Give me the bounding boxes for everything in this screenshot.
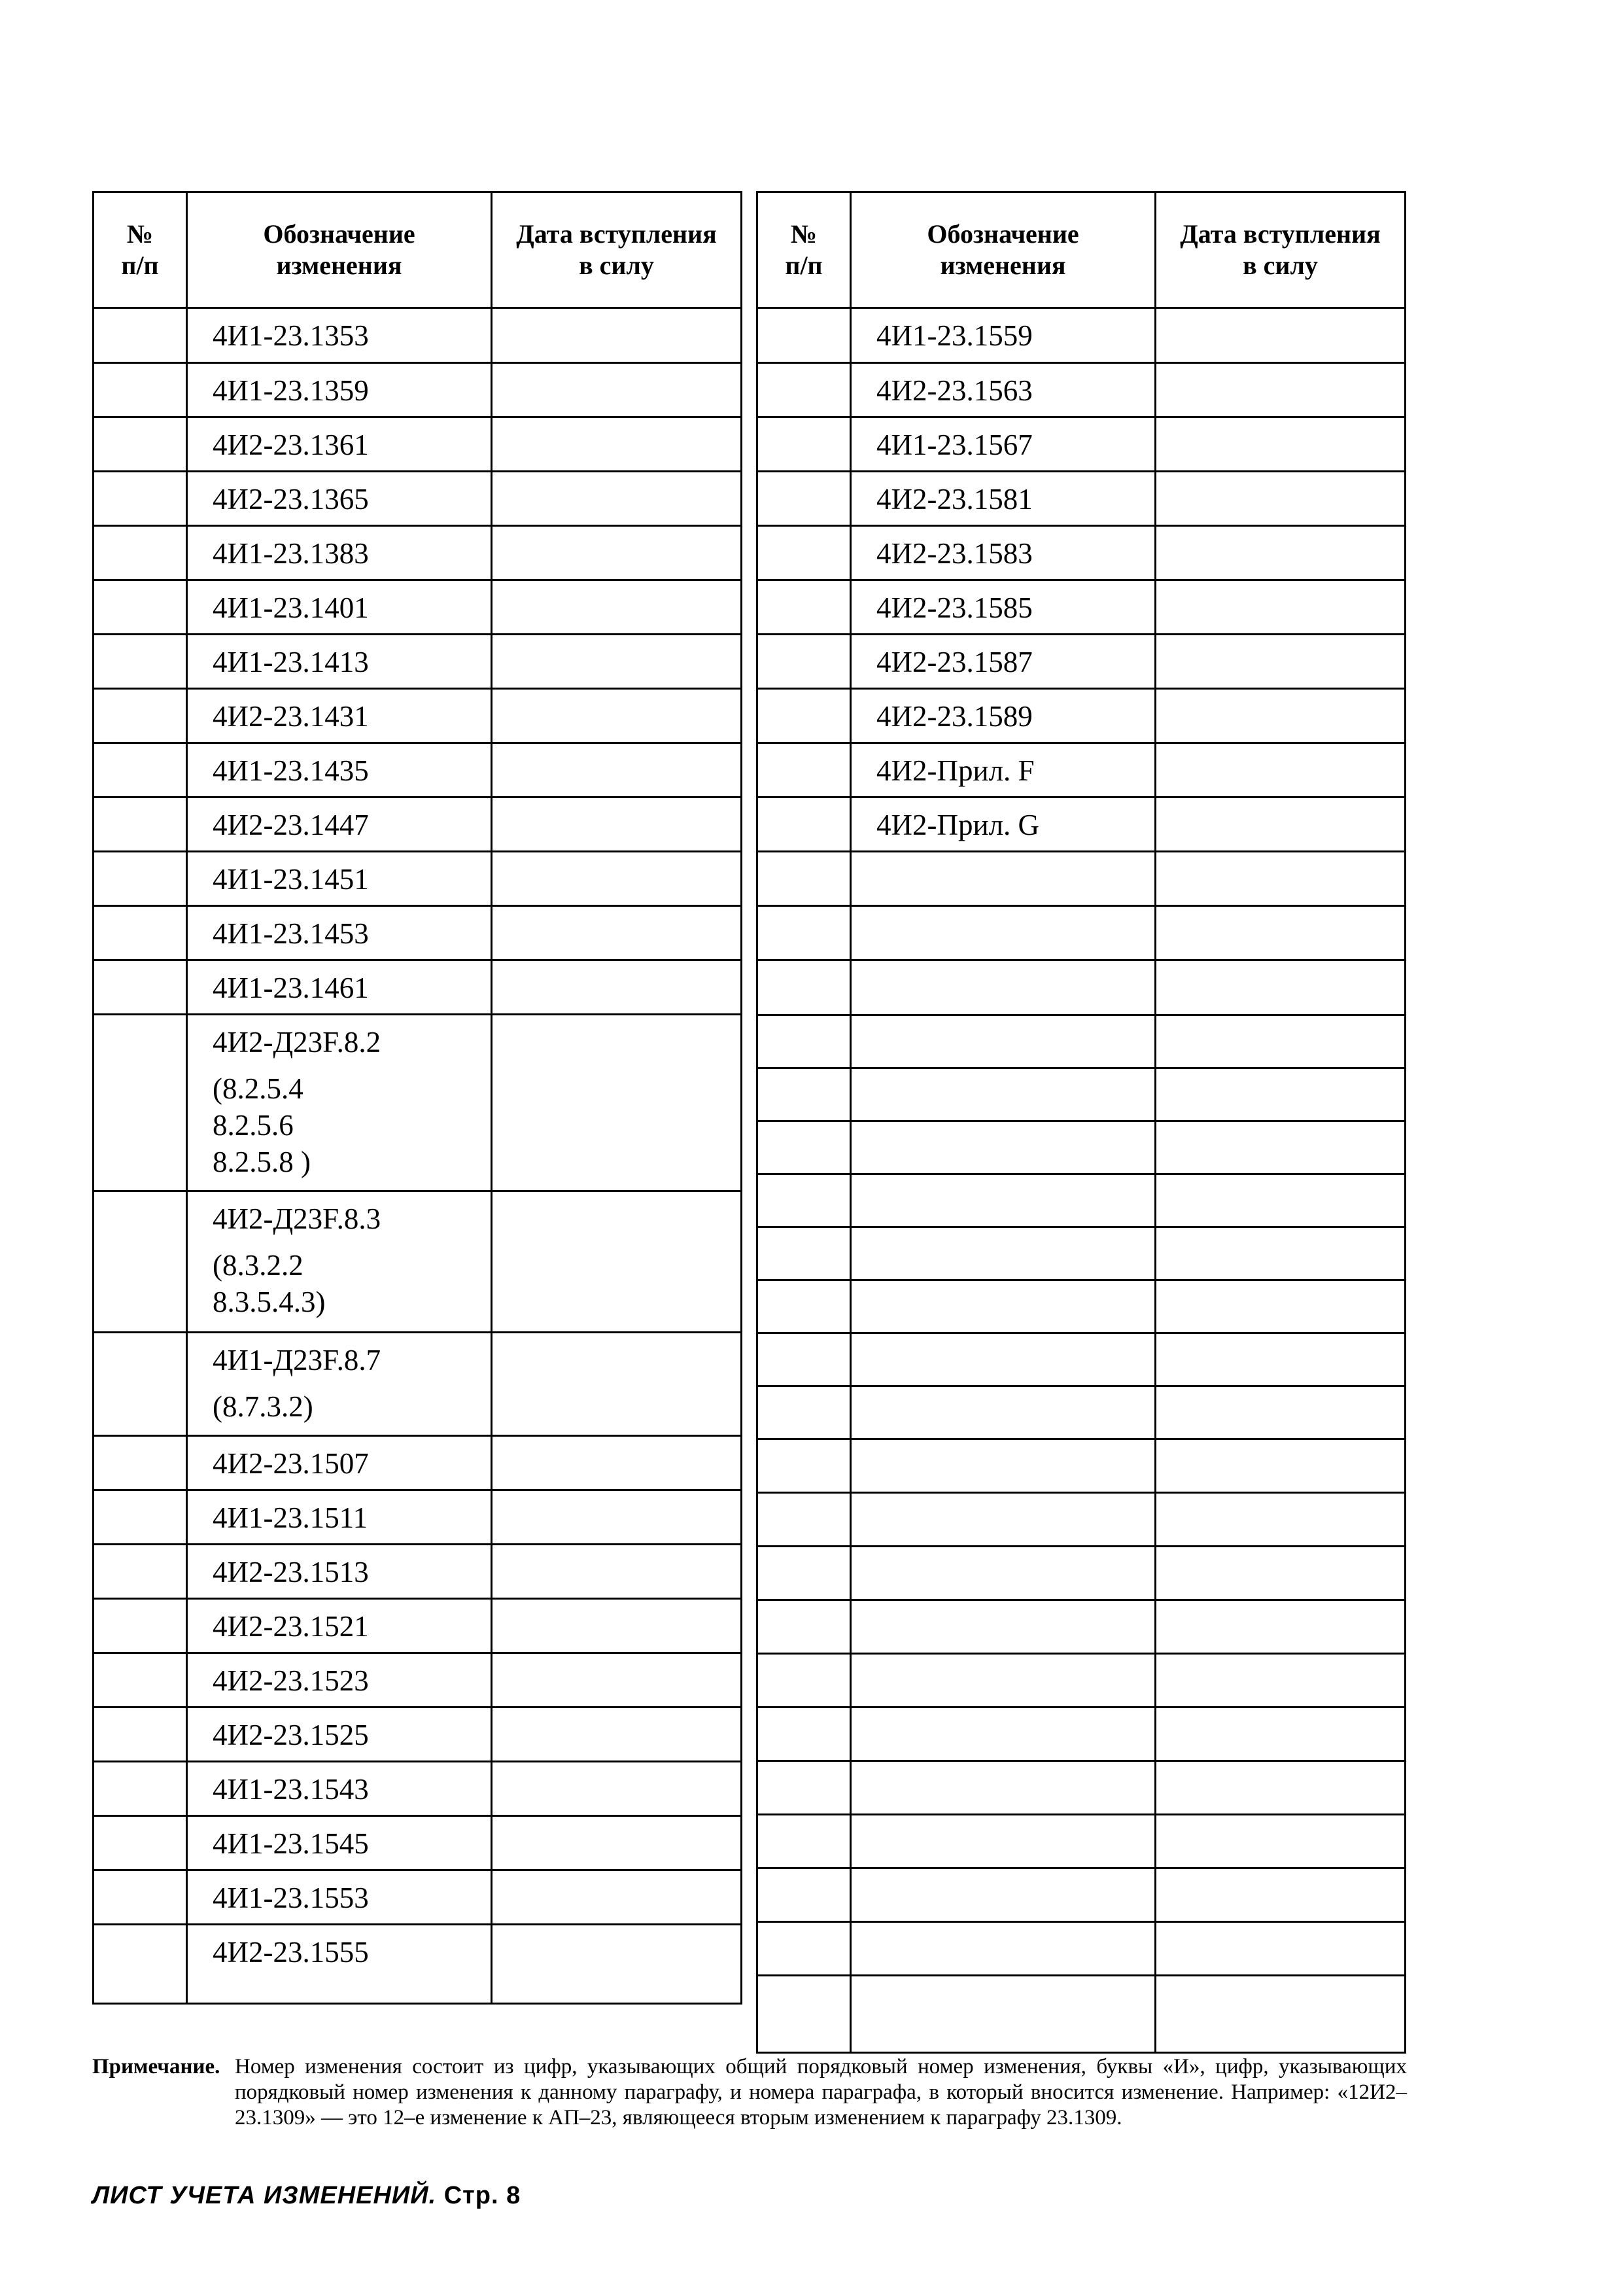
row-number-cell [94, 689, 187, 743]
designation-cell [851, 1547, 1156, 1600]
table-row [94, 417, 742, 472]
effective-date-cell [492, 472, 742, 526]
effective-date-cell [1156, 743, 1406, 797]
designation-cell [187, 580, 492, 635]
designation-cell [187, 635, 492, 689]
designation-cell [187, 1870, 492, 1925]
table-row [94, 852, 742, 906]
designation-text: 4И2-23.1361 [213, 429, 369, 461]
table-row [757, 797, 1406, 852]
table-row [94, 526, 742, 580]
effective-date-cell [1156, 526, 1406, 580]
row-number-cell [757, 852, 851, 906]
table-row [757, 472, 1406, 526]
designation-cell [187, 1015, 492, 1191]
effective-date-cell [492, 1599, 742, 1653]
effective-date-cell [1156, 580, 1406, 635]
effective-date-cell [1156, 689, 1406, 743]
table-row [94, 1870, 742, 1925]
designation-text: 4И1-Д23F.8.7 [213, 1344, 381, 1376]
effective-date-cell [1156, 1708, 1406, 1761]
effective-date-cell [492, 1762, 742, 1816]
designation-text: 4И2-23.1365 [213, 483, 369, 516]
designation-text: 4И1-23.1545 [213, 1827, 369, 1860]
designation-cell [851, 308, 1156, 363]
affected-paragraphs [213, 1388, 491, 1425]
effective-date-cell [1156, 635, 1406, 689]
table-row [94, 906, 742, 960]
effective-date-cell [1156, 1386, 1406, 1439]
table-row [757, 1708, 1406, 1761]
designation-cell [851, 1761, 1156, 1815]
effective-date-cell [1156, 1922, 1406, 1976]
designation-cell [851, 1868, 1156, 1922]
paragraph-ref: 8.2.5.6 [213, 1109, 294, 1142]
row-number-cell [757, 1386, 851, 1439]
effective-date-cell [492, 797, 742, 852]
page-number: Стр. 8 [443, 2182, 521, 2209]
designation-cell [851, 526, 1156, 580]
row-number-cell [757, 635, 851, 689]
table-row [757, 1976, 1406, 2053]
effective-date-cell [492, 906, 742, 960]
row-number-cell [757, 1922, 851, 1976]
designation-cell [851, 1600, 1156, 1654]
effective-date-cell [1156, 1600, 1406, 1654]
changes-table-left [92, 191, 742, 2005]
row-number-cell [757, 797, 851, 852]
designation-cell [851, 1815, 1156, 1868]
designation-cell [851, 1015, 1156, 1068]
designation-cell [187, 526, 492, 580]
header-designation: Обозначение изменения [851, 192, 1156, 308]
designation-text: 4И2-23.1521 [213, 1610, 369, 1643]
designation-cell [851, 960, 1156, 1015]
paragraph-ref: (8.3.2.2 [213, 1249, 303, 1282]
table-row [94, 1816, 742, 1870]
row-number-cell [94, 1191, 187, 1333]
row-number-cell [94, 797, 187, 852]
row-number-cell [757, 1761, 851, 1815]
table-row [94, 1015, 742, 1191]
effective-date-cell [492, 1653, 742, 1708]
table-row [94, 743, 742, 797]
designation-cell [851, 743, 1156, 797]
designation-cell [851, 1708, 1156, 1761]
effective-date-cell [492, 960, 742, 1015]
row-number-cell [757, 1333, 851, 1386]
table-row [94, 363, 742, 417]
designation-cell [187, 1925, 492, 2004]
header-effective-date: Дата вступления в силу [1156, 192, 1406, 308]
row-number-cell [757, 689, 851, 743]
designation-text: 4И2-23.1513 [213, 1556, 369, 1588]
table-row [757, 308, 1406, 363]
row-number-cell [94, 1015, 187, 1191]
designation-cell [851, 906, 1156, 960]
footer-title: ЛИСТ УЧЕТА ИЗМЕНЕНИЙ. [92, 2182, 437, 2209]
designation-cell [851, 1280, 1156, 1333]
row-number-cell [94, 906, 187, 960]
row-number-cell [94, 417, 187, 472]
designation-cell [187, 743, 492, 797]
effective-date-cell [1156, 1227, 1406, 1280]
effective-date-cell [492, 743, 742, 797]
table-row [94, 1599, 742, 1653]
designation-cell [187, 1490, 492, 1545]
effective-date-cell [492, 689, 742, 743]
table-row [757, 1547, 1406, 1600]
row-number-cell [757, 743, 851, 797]
designation-text: 4И2-23.1583 [876, 537, 1033, 570]
row-number-cell [757, 1547, 851, 1600]
designation-cell [187, 1333, 492, 1436]
table-row [757, 1015, 1406, 1068]
effective-date-cell [1156, 797, 1406, 852]
row-number-cell [757, 580, 851, 635]
designation-text: 4И2-23.1507 [213, 1447, 369, 1480]
header-number: № п/п [94, 192, 187, 308]
row-number-cell [94, 363, 187, 417]
table-row [94, 1925, 742, 2004]
row-number-cell [757, 1600, 851, 1654]
designation-text: 4И1-23.1559 [876, 319, 1033, 352]
row-number-cell [757, 1174, 851, 1227]
table-row [757, 1868, 1406, 1922]
designation-cell [187, 1653, 492, 1708]
row-number-cell [757, 1068, 851, 1121]
designation-cell [851, 797, 1156, 852]
designation-cell [851, 472, 1156, 526]
table-header-row [94, 192, 742, 308]
effective-date-cell [1156, 1547, 1406, 1600]
table-row [94, 1436, 742, 1490]
row-number-cell [94, 743, 187, 797]
effective-date-cell [1156, 1439, 1406, 1493]
effective-date-cell [1156, 960, 1406, 1015]
row-number-cell [757, 1976, 851, 2053]
designation-text: 4И2-23.1525 [213, 1719, 369, 1751]
designation-text: 4И2-23.1585 [876, 591, 1033, 624]
designation-cell [187, 472, 492, 526]
row-number-cell [757, 1015, 851, 1068]
row-number-cell [94, 580, 187, 635]
designation-text: 4И2-23.1447 [213, 809, 369, 841]
table-row [757, 743, 1406, 797]
designation-cell [187, 417, 492, 472]
designation-text: 4И1-23.1413 [213, 646, 369, 678]
table-row [94, 1708, 742, 1762]
effective-date-cell [1156, 1174, 1406, 1227]
row-number-cell [757, 1493, 851, 1547]
designation-cell [851, 1227, 1156, 1280]
table-row [94, 580, 742, 635]
effective-date-cell [1156, 363, 1406, 417]
designation-cell [851, 1386, 1156, 1439]
row-number-cell [94, 1870, 187, 1925]
table-row [757, 1493, 1406, 1547]
effective-date-cell [492, 1816, 742, 1870]
effective-date-cell [492, 1490, 742, 1545]
row-number-cell [757, 308, 851, 363]
table-row [94, 1762, 742, 1816]
designation-cell [187, 1708, 492, 1762]
table-row [757, 960, 1406, 1015]
page-footer [92, 2182, 521, 2210]
designation-cell [187, 852, 492, 906]
effective-date-cell [1156, 1015, 1406, 1068]
row-number-cell [94, 472, 187, 526]
effective-date-cell [492, 363, 742, 417]
row-number-cell [757, 906, 851, 960]
effective-date-cell [492, 526, 742, 580]
designation-cell [851, 1121, 1156, 1174]
row-number-cell [94, 852, 187, 906]
table-row [94, 1653, 742, 1708]
designation-cell [851, 1068, 1156, 1121]
designation-text: 4И1-23.1359 [213, 374, 369, 407]
table-row [757, 1174, 1406, 1227]
table-row [94, 1545, 742, 1599]
designation-text: 4И2-Д23F.8.3 [213, 1202, 381, 1235]
table-row [94, 308, 742, 363]
designation-cell [187, 1191, 492, 1333]
table-row [757, 1600, 1406, 1654]
row-number-cell [94, 1816, 187, 1870]
effective-date-cell [1156, 852, 1406, 906]
designation-cell [187, 308, 492, 363]
designation-text: 4И2-23.1589 [876, 700, 1033, 733]
table-row [757, 1922, 1406, 1976]
affected-paragraphs [213, 1247, 491, 1320]
paragraph-ref: 8.2.5.8 ) [213, 1146, 311, 1178]
designation-text: 4И2-23.1431 [213, 700, 369, 733]
table-row [757, 1815, 1406, 1868]
row-number-cell [94, 1333, 187, 1436]
designation-cell [851, 417, 1156, 472]
designation-text: 4И2-23.1581 [876, 483, 1033, 516]
table-row [94, 1191, 742, 1333]
table-row [757, 1333, 1406, 1386]
designation-text: 4И1-23.1435 [213, 754, 369, 787]
designation-cell [851, 1439, 1156, 1493]
row-number-cell [757, 417, 851, 472]
designation-text: 4И2-23.1587 [876, 646, 1033, 678]
table-row [757, 1121, 1406, 1174]
header-number: № п/п [757, 192, 851, 308]
designation-cell [851, 852, 1156, 906]
row-number-cell [757, 1708, 851, 1761]
designation-cell [851, 1922, 1156, 1976]
designation-cell [187, 1599, 492, 1653]
row-number-cell [94, 1708, 187, 1762]
row-number-cell [94, 960, 187, 1015]
designation-cell [851, 580, 1156, 635]
footnote [92, 2054, 1407, 2131]
designation-text: 4И2-23.1555 [213, 1936, 369, 1969]
designation-cell [187, 960, 492, 1015]
row-number-cell [94, 1762, 187, 1816]
row-number-cell [757, 526, 851, 580]
effective-date-cell [492, 1333, 742, 1436]
effective-date-cell [1156, 1121, 1406, 1174]
designation-cell [187, 1545, 492, 1599]
row-number-cell [757, 1227, 851, 1280]
row-number-cell [757, 1439, 851, 1493]
row-number-cell [757, 1868, 851, 1922]
effective-date-cell [492, 308, 742, 363]
table-row [757, 1227, 1406, 1280]
table-row [757, 580, 1406, 635]
header-effective-date: Дата вступления в силу [492, 192, 742, 308]
effective-date-cell [1156, 906, 1406, 960]
effective-date-cell [492, 580, 742, 635]
effective-date-cell [1156, 1761, 1406, 1815]
table-row [757, 363, 1406, 417]
designation-text: 4И2-Прил. F [876, 754, 1035, 787]
effective-date-cell [492, 852, 742, 906]
effective-date-cell [1156, 1815, 1406, 1868]
table-row [757, 1439, 1406, 1493]
row-number-cell [94, 1545, 187, 1599]
effective-date-cell [492, 1191, 742, 1333]
row-number-cell [94, 1653, 187, 1708]
effective-date-cell [1156, 1868, 1406, 1922]
effective-date-cell [492, 1870, 742, 1925]
designation-text: 4И2-Прил. G [876, 809, 1040, 841]
effective-date-cell [1156, 472, 1406, 526]
footnote-label: Примечание. [92, 2055, 220, 2078]
designation-text: 4И1-23.1553 [213, 1882, 369, 1914]
designation-cell [851, 1333, 1156, 1386]
table-row [757, 1280, 1406, 1333]
designation-cell [851, 1654, 1156, 1708]
effective-date-cell [1156, 308, 1406, 363]
designation-cell [187, 363, 492, 417]
table-row [757, 1068, 1406, 1121]
table-row [94, 472, 742, 526]
table-row [94, 1490, 742, 1545]
designation-text: 4И1-23.1453 [213, 917, 369, 950]
designation-text: 4И2-Д23F.8.2 [213, 1026, 381, 1059]
table-row [94, 689, 742, 743]
designation-text: 4И1-23.1543 [213, 1773, 369, 1806]
affected-paragraphs [213, 1070, 491, 1180]
table-row [757, 1386, 1406, 1439]
table-row [757, 417, 1406, 472]
designation-cell [187, 1762, 492, 1816]
effective-date-cell [492, 1436, 742, 1490]
effective-date-cell [1156, 1493, 1406, 1547]
designation-cell [187, 1816, 492, 1870]
designation-text: 4И1-23.1461 [213, 972, 369, 1004]
designation-text: 4И1-23.1383 [213, 537, 369, 570]
table-row [94, 635, 742, 689]
effective-date-cell [492, 1545, 742, 1599]
footnote-text: Номер изменения состоит из цифр, указывающих общий порядковый номер изменения, буквы «И», цифр, указывающих порядковый номер изменения к данному параграфу, и номера параграфа, в который вносится изменение. Например: «12И2–23.1309» — это 12–е изменение к АП–23, являющееся вторым изменением к параграфу 23.1309. [235, 2055, 1407, 2129]
effective-date-cell [492, 635, 742, 689]
row-number-cell [757, 1280, 851, 1333]
row-number-cell [757, 472, 851, 526]
designation-cell [187, 1436, 492, 1490]
designation-cell [851, 689, 1156, 743]
table-row [757, 689, 1406, 743]
row-number-cell [757, 363, 851, 417]
effective-date-cell [1156, 1068, 1406, 1121]
table-row [757, 1654, 1406, 1708]
row-number-cell [757, 1815, 851, 1868]
designation-cell [851, 1976, 1156, 2053]
effective-date-cell [492, 1925, 742, 2004]
row-number-cell [94, 1436, 187, 1490]
table-row [757, 852, 1406, 906]
effective-date-cell [1156, 1280, 1406, 1333]
row-number-cell [94, 1599, 187, 1653]
table-row [94, 960, 742, 1015]
designation-cell [851, 363, 1156, 417]
row-number-cell [757, 960, 851, 1015]
designation-cell [187, 689, 492, 743]
header-designation: Обозначение изменения [187, 192, 492, 308]
designation-text: 4И2-23.1523 [213, 1664, 369, 1697]
designation-cell [851, 1174, 1156, 1227]
designation-text: 4И1-23.1511 [213, 1501, 368, 1534]
row-number-cell [757, 1121, 851, 1174]
paragraph-ref: (8.2.5.4 [213, 1072, 303, 1105]
effective-date-cell [492, 1015, 742, 1191]
row-number-cell [94, 308, 187, 363]
row-number-cell [94, 1925, 187, 2004]
effective-date-cell [492, 1708, 742, 1762]
table-row [94, 1333, 742, 1436]
changes-table-right [756, 191, 1406, 2054]
table-row [757, 526, 1406, 580]
designation-text: 4И1-23.1401 [213, 591, 369, 624]
row-number-cell [757, 1654, 851, 1708]
designation-cell [851, 635, 1156, 689]
paragraph-ref: 8.3.5.4.3) [213, 1286, 326, 1318]
table-row [757, 906, 1406, 960]
effective-date-cell [1156, 1654, 1406, 1708]
table-row [94, 797, 742, 852]
table-row [757, 1761, 1406, 1815]
designation-cell [187, 797, 492, 852]
designation-text: 4И1-23.1567 [876, 429, 1033, 461]
table-row [757, 635, 1406, 689]
designation-cell [187, 906, 492, 960]
row-number-cell [94, 635, 187, 689]
paragraph-ref: (8.7.3.2) [213, 1390, 313, 1423]
effective-date-cell [492, 417, 742, 472]
row-number-cell [94, 1490, 187, 1545]
effective-date-cell [1156, 1333, 1406, 1386]
designation-text: 4И1-23.1353 [213, 319, 369, 352]
row-number-cell [94, 526, 187, 580]
effective-date-cell [1156, 417, 1406, 472]
designation-text: 4И2-23.1563 [876, 374, 1033, 407]
designation-cell [851, 1493, 1156, 1547]
effective-date-cell [1156, 1976, 1406, 2053]
designation-text: 4И1-23.1451 [213, 863, 369, 896]
table-header-row [757, 192, 1406, 308]
